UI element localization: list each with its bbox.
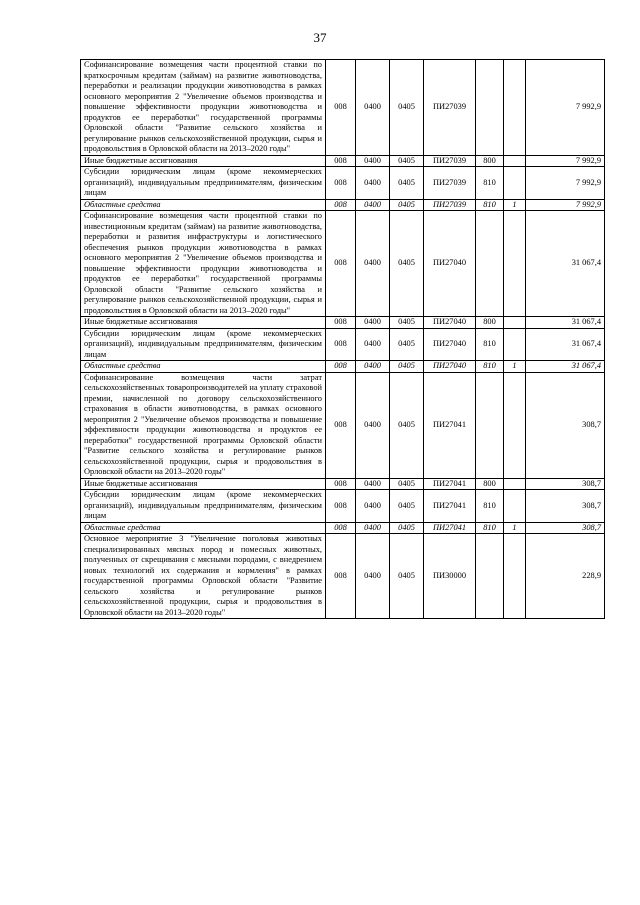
table-row (81, 155, 605, 167)
subsection-code: 0405 (390, 361, 424, 373)
subsection-code: 0405 (390, 317, 424, 329)
funding-source-code (504, 155, 526, 167)
target-code: ПИ27041 (424, 522, 476, 534)
funding-source-code (504, 317, 526, 329)
target-code: ПИ27040 (424, 361, 476, 373)
row-name: Иные бюджетные ассигнования (81, 317, 326, 329)
section-code: 0400 (356, 490, 390, 523)
table-row (81, 211, 605, 317)
subsection-code: 0405 (390, 211, 424, 317)
ministry-code: 008 (326, 478, 356, 490)
page-number: 37 (313, 30, 327, 45)
amount-value: 31 067,4 (526, 361, 605, 373)
row-name: Субсидии юридическим лицам (кроме некоммерческих организаций), индивидуальным предпринимателям, физическим лицам (81, 328, 326, 361)
section-code: 0400 (356, 372, 390, 478)
subsection-code: 0405 (390, 167, 424, 200)
expense-type-code: 800 (476, 478, 504, 490)
table-row (81, 372, 605, 478)
row-name: Иные бюджетные ассигнования (81, 478, 326, 490)
amount-value: 7 992,9 (526, 60, 605, 156)
expense-type-code: 810 (476, 490, 504, 523)
table-row (81, 328, 605, 361)
ministry-code: 008 (326, 522, 356, 534)
amount-value: 308,7 (526, 522, 605, 534)
subsection-code: 0405 (390, 60, 424, 156)
table-body (81, 60, 605, 619)
table-row (81, 490, 605, 523)
expense-type-code (476, 534, 504, 619)
section-code: 0400 (356, 534, 390, 619)
expense-type-code (476, 372, 504, 478)
ministry-code: 008 (326, 490, 356, 523)
subsection-code: 0405 (390, 372, 424, 478)
funding-source-code: 1 (504, 199, 526, 211)
table-row (81, 361, 605, 373)
subsection-code: 0405 (390, 522, 424, 534)
expense-type-code: 810 (476, 522, 504, 534)
ministry-code: 008 (326, 534, 356, 619)
table-row (81, 167, 605, 200)
target-code: ПИ27041 (424, 490, 476, 523)
row-name: Софинансирование возмещения части процентной ставки по инвестиционным кредитам (займам) на развитие животноводства, переработки и развития инфраструктуры и логистического обеспечения рынков продукции животноводства в рамках основного мероприятия 2 "Увеличение объемов производства и повышение эффективности продукции животноводства и продуктов ее переработки" государственной программы Орловской области "Развитие сельского хозяйства и регулирование рынков сельскохозяйственной продукции, сырья и продовольствия в Орловской области на 2013–2020 годы" (81, 211, 326, 317)
section-code: 0400 (356, 478, 390, 490)
target-code: ПИ27040 (424, 328, 476, 361)
table-row (81, 534, 605, 619)
funding-source-code (504, 60, 526, 156)
section-code: 0400 (356, 211, 390, 317)
subsection-code: 0405 (390, 534, 424, 619)
target-code: ПИ30000 (424, 534, 476, 619)
section-code: 0400 (356, 167, 390, 200)
ministry-code: 008 (326, 167, 356, 200)
amount-value: 31 067,4 (526, 211, 605, 317)
amount-value: 31 067,4 (526, 328, 605, 361)
target-code: ПИ27040 (424, 317, 476, 329)
funding-source-code: 1 (504, 522, 526, 534)
row-name: Областные средства (81, 361, 326, 373)
target-code: ПИ27039 (424, 60, 476, 156)
row-name: Субсидии юридическим лицам (кроме некоммерческих организаций), индивидуальным предпринимателям, физическим лицам (81, 167, 326, 200)
funding-source-code (504, 490, 526, 523)
amount-value: 7 992,9 (526, 155, 605, 167)
table-row (81, 199, 605, 211)
funding-source-code (504, 478, 526, 490)
ministry-code: 008 (326, 317, 356, 329)
section-code: 0400 (356, 317, 390, 329)
funding-source-code (504, 534, 526, 619)
section-code: 0400 (356, 199, 390, 211)
target-code: ПИ27040 (424, 211, 476, 317)
section-code: 0400 (356, 155, 390, 167)
section-code: 0400 (356, 328, 390, 361)
amount-value: 308,7 (526, 490, 605, 523)
amount-value: 228,9 (526, 534, 605, 619)
subsection-code: 0405 (390, 155, 424, 167)
ministry-code: 008 (326, 361, 356, 373)
row-name: Иные бюджетные ассигнования (81, 155, 326, 167)
amount-value: 308,7 (526, 478, 605, 490)
budget-table (80, 59, 605, 619)
section-code: 0400 (356, 361, 390, 373)
expense-type-code: 810 (476, 167, 504, 200)
funding-source-code (504, 372, 526, 478)
expense-type-code: 810 (476, 328, 504, 361)
target-code: ПИ27041 (424, 478, 476, 490)
row-name: Субсидии юридическим лицам (кроме некоммерческих организаций), индивидуальным предпринимателям, физическим лицам (81, 490, 326, 523)
ministry-code: 008 (326, 199, 356, 211)
expense-type-code: 810 (476, 199, 504, 211)
table-row (81, 317, 605, 329)
subsection-code: 0405 (390, 490, 424, 523)
amount-value: 31 067,4 (526, 317, 605, 329)
funding-source-code (504, 167, 526, 200)
expense-type-code (476, 211, 504, 317)
funding-source-code (504, 211, 526, 317)
ministry-code: 008 (326, 372, 356, 478)
ministry-code: 008 (326, 328, 356, 361)
section-code: 0400 (356, 522, 390, 534)
expense-type-code: 800 (476, 155, 504, 167)
target-code: ПИ27039 (424, 199, 476, 211)
table-row (81, 478, 605, 490)
target-code: ПИ27041 (424, 372, 476, 478)
row-name: Основное мероприятие 3 "Увеличение поголовья животных специализированных мясных пород и помесных животных, полученных от скрещивания с мясными породами, с внедрением новых технологий их содержания и кормления" в рамках государственной программы Орловской области "Развитие сельского хозяйства и регулирование рынков сельскохозяйственной продукции, сырья и продовольствия в Орловской области на 2013–2020 годы" (81, 534, 326, 619)
table-row (81, 522, 605, 534)
table-row (81, 60, 605, 156)
expense-type-code: 800 (476, 317, 504, 329)
section-code: 0400 (356, 60, 390, 156)
row-name: Софинансирование возмещения части процентной ставки по краткосрочным кредитам (займам) на развитие животноводства, переработки и реализации продукции животноводства в рамках основного мероприятия 2 "Увеличение объемов производства и повышение эффективности продукции животноводства и продуктов ее переработки" государственной программы Орловской области "Развитие сельского хозяйства и регулирование рынков сельскохозяйственной продукции, сырья и продовольствия в Орловской области на 2013–2020 годы" (81, 60, 326, 156)
expense-type-code (476, 60, 504, 156)
amount-value: 7 992,9 (526, 199, 605, 211)
funding-source-code: 1 (504, 361, 526, 373)
row-name: Софинансирование возмещения части затрат сельскохозяйственных товаропроизводителей на уплату страховой премии, начисленной по договору сельскохозяйственного страхования в области животноводства, в рамках основного мероприятия 2 "Увеличение объемов производства и повышение эффективности продукции животноводства и продуктов ее переработки" государственной программы Орловской области "Развитие сельского хозяйства и регулирование рынков сельскохозяйственной продукции, сырья и продовольствия в Орловской области на 2013–2020 годы" (81, 372, 326, 478)
row-name: Областные средства (81, 522, 326, 534)
ministry-code: 008 (326, 60, 356, 156)
amount-value: 308,7 (526, 372, 605, 478)
subsection-code: 0405 (390, 199, 424, 211)
ministry-code: 008 (326, 155, 356, 167)
subsection-code: 0405 (390, 328, 424, 361)
target-code: ПИ27039 (424, 155, 476, 167)
row-name: Областные средства (81, 199, 326, 211)
funding-source-code (504, 328, 526, 361)
amount-value: 7 992,9 (526, 167, 605, 200)
expense-type-code: 810 (476, 361, 504, 373)
target-code: ПИ27039 (424, 167, 476, 200)
subsection-code: 0405 (390, 478, 424, 490)
ministry-code: 008 (326, 211, 356, 317)
